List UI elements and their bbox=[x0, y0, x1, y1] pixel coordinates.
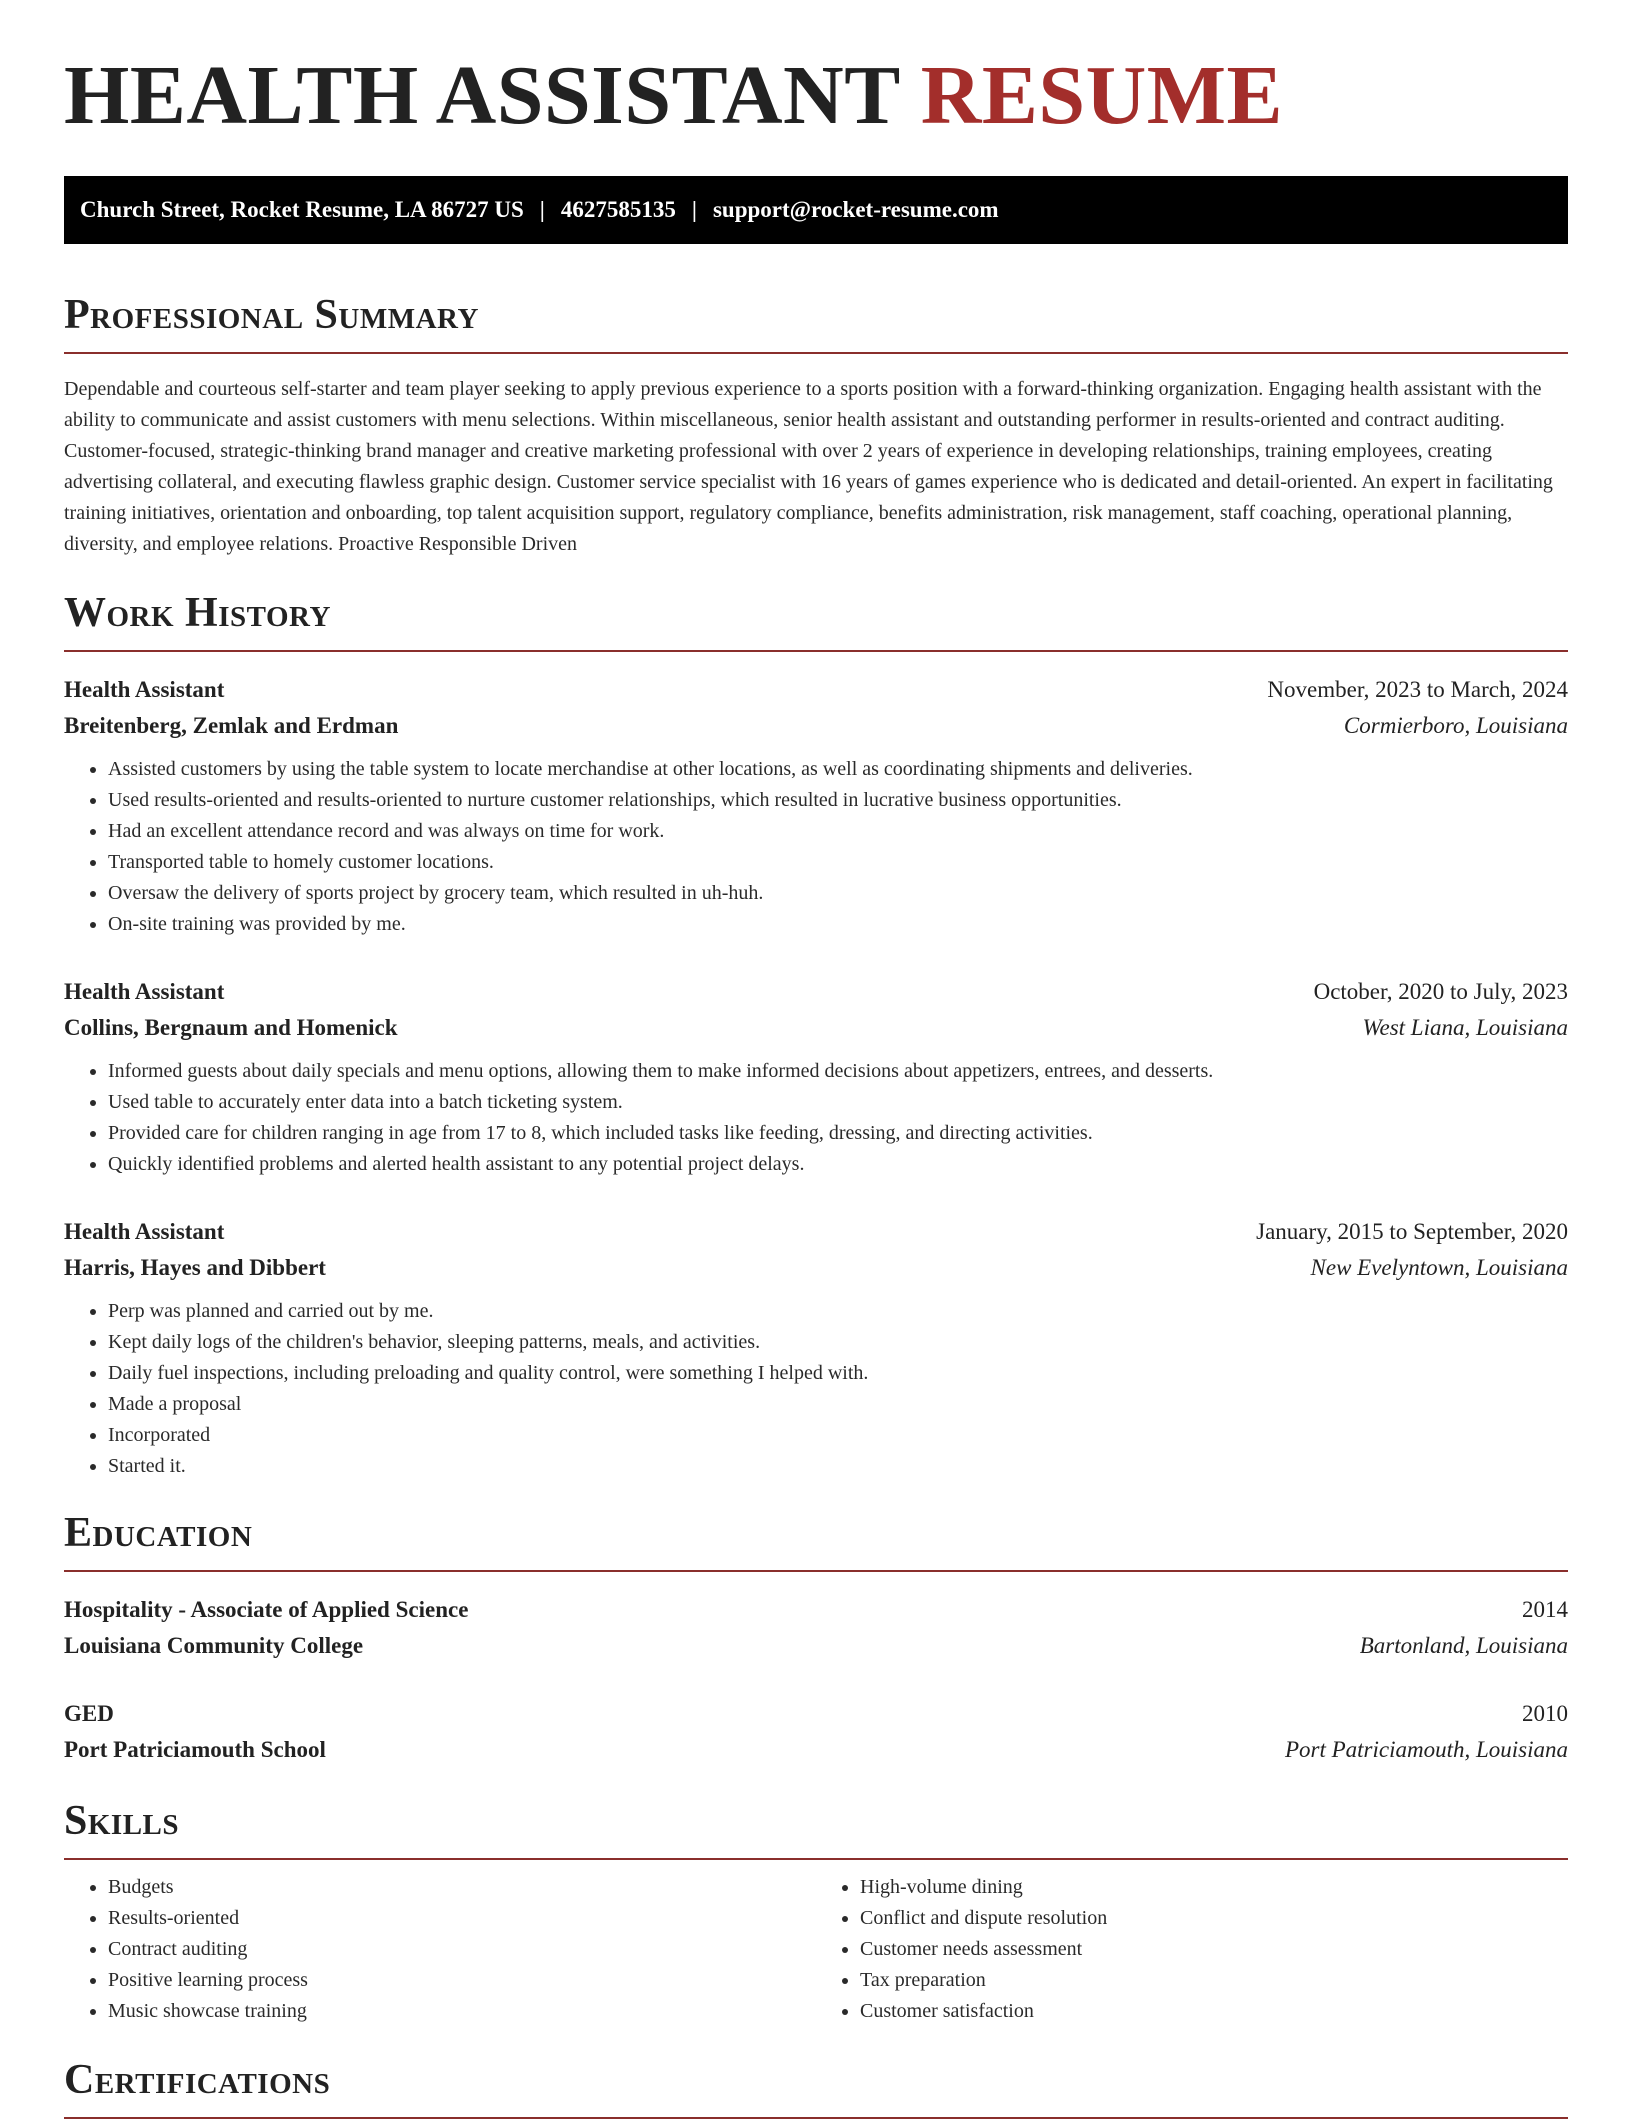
skill-item: • Results-oriented bbox=[108, 1903, 816, 1934]
job-bullet: • Had an excellent attendance record and was always on time for work. bbox=[108, 816, 1568, 847]
skill-item: • High-volume dining bbox=[860, 1872, 1568, 1903]
job-bullets bbox=[64, 1296, 1568, 1482]
skill-item: • Conflict and dispute resolution bbox=[860, 1903, 1568, 1934]
job-company-row bbox=[64, 1010, 1568, 1046]
summary-text: Dependable and courteous self-starter and team player seeking to apply previous experience to a sports position with a forward-thinking organization. Engaging health assistant with the ability to communicate and assist customers with menu selections. Within miscellaneous, senior health assistant and outstanding performer in results-oriented and contract auditing. Customer-focused, strategic-thinking brand manager and creative marketing professional with over 2 years of experience in developing relationships, training employees, creating advertising collateral, and executing flawless graphic design. Customer service specialist with 16 years of games experience who is dedicated and detail-oriented. An expert in facilitating training initiatives, orientation and onboarding, top talent acquisition support, regulatory compliance, benefits administration, risk management, staff coaching, operational planning, diversity, and employee relations. Proactive Responsible Driven bbox=[64, 378, 1553, 555]
job-bullet: • Oversaw the delivery of sports project by grocery team, which resulted in uh-huh. bbox=[108, 878, 1568, 909]
skills-heading: Skills bbox=[64, 1800, 1568, 1860]
skill-item: • Customer satisfaction bbox=[860, 1996, 1568, 2027]
education-location: Port Patriciamouth, Louisiana bbox=[1284, 1737, 1568, 1762]
job-title-row bbox=[64, 974, 1568, 1010]
skill-item: • Positive learning process bbox=[108, 1965, 816, 1996]
job-location: New Evelyntown, Louisiana bbox=[1310, 1255, 1568, 1280]
job-title-row bbox=[64, 672, 1568, 708]
certifications-heading: Certifications bbox=[64, 2059, 1568, 2119]
summary-heading: Professional Summary bbox=[64, 294, 1568, 354]
job-company: Collins, Bergnaum and Homenick bbox=[64, 1015, 398, 1040]
job-title: Health Assistant bbox=[64, 979, 225, 1004]
education-degree-row bbox=[64, 1696, 1568, 1732]
education-entry bbox=[64, 1592, 1568, 1664]
job-bullet: • Assisted customers by using the table system to locate merchandise at other locations, as well as coordinating shipments and deliveries. bbox=[108, 754, 1568, 785]
skill-item: • Customer needs assessment bbox=[860, 1934, 1568, 1965]
job-location: Cormierboro, Louisiana bbox=[1343, 713, 1568, 738]
education-year: 2014 bbox=[1522, 1597, 1568, 1622]
job-title-row bbox=[64, 1214, 1568, 1250]
job-bullet: • Provided care for children ranging in age from 17 to 8, which included tasks like feeding, dressing, and directing activities. bbox=[108, 1118, 1568, 1149]
work-history-section bbox=[64, 592, 1568, 1482]
education-degree: Hospitality - Associate of Applied Science bbox=[64, 1597, 469, 1622]
job-bullet: • Used results-oriented and results-oriented to nurture customer relationships, which resulted in lucrative business opportunities. bbox=[108, 785, 1568, 816]
job-bullet: • Started it. bbox=[108, 1451, 1568, 1482]
education-school: Louisiana Community College bbox=[64, 1633, 364, 1658]
education-location: Bartonland, Louisiana bbox=[1359, 1633, 1568, 1658]
job-bullet: • Made a proposal bbox=[108, 1389, 1568, 1420]
education-school-row bbox=[64, 1628, 1568, 1664]
work-history-heading: Work History bbox=[64, 592, 1568, 652]
job-title: Health Assistant bbox=[64, 677, 225, 702]
job-bullet: • Incorporated bbox=[108, 1420, 1568, 1451]
summary-section bbox=[64, 294, 1568, 560]
skill-item: • Contract auditing bbox=[108, 1934, 816, 1965]
education-degree-row bbox=[64, 1592, 1568, 1628]
job-bullet: • Daily fuel inspections, including preloading and quality control, were something I helped with. bbox=[108, 1358, 1568, 1389]
skill-item: • Music showcase training bbox=[108, 1996, 816, 2027]
job-bullet: • Informed guests about daily specials and menu options, allowing them to make informed decisions about appetizers, entrees, and desserts. bbox=[108, 1056, 1568, 1087]
contact-address: Church Street, Rocket Resume, LA 86727 US bbox=[80, 197, 524, 222]
resume-title bbox=[64, 0, 1568, 142]
job-bullet: • Kept daily logs of the children's behavior, sleeping patterns, meals, and activities. bbox=[108, 1327, 1568, 1358]
title-main: HEALTH ASSISTANT bbox=[64, 49, 900, 142]
education-heading: Education bbox=[64, 1512, 1568, 1572]
job-entry bbox=[64, 1214, 1568, 1482]
contact-phone: 4627585135 bbox=[560, 197, 676, 222]
title-accent: RESUME bbox=[920, 49, 1284, 142]
job-dates: October, 2020 to July, 2023 bbox=[1313, 979, 1568, 1004]
education-year: 2010 bbox=[1522, 1701, 1568, 1726]
job-company: Harris, Hayes and Dibbert bbox=[64, 1255, 326, 1280]
skills-list-right bbox=[816, 1872, 1568, 2027]
job-entry bbox=[64, 974, 1568, 1180]
job-bullet: • Perp was planned and carried out by me. bbox=[108, 1296, 1568, 1327]
certifications-section bbox=[64, 2059, 1568, 2119]
skills-list-left bbox=[64, 1872, 816, 2027]
job-dates: November, 2023 to March, 2024 bbox=[1267, 677, 1568, 702]
job-bullet: • Transported table to homely customer locations. bbox=[108, 847, 1568, 878]
contact-email: support@rocket-resume.com bbox=[712, 197, 999, 222]
job-dates: January, 2015 to September, 2020 bbox=[1256, 1219, 1568, 1244]
job-location: West Liana, Louisiana bbox=[1362, 1015, 1568, 1040]
contact-bar bbox=[64, 176, 1568, 244]
job-title: Health Assistant bbox=[64, 1219, 225, 1244]
education-degree: GED bbox=[64, 1701, 114, 1726]
job-entry bbox=[64, 672, 1568, 940]
job-bullet: • Used table to accurately enter data into a batch ticketing system. bbox=[108, 1087, 1568, 1118]
skills-grid bbox=[64, 1872, 1568, 2027]
job-bullet: • Quickly identified problems and alerted health assistant to any potential project delays. bbox=[108, 1149, 1568, 1180]
contact-separator: | bbox=[539, 197, 545, 222]
job-company-row bbox=[64, 1250, 1568, 1286]
education-entry bbox=[64, 1696, 1568, 1768]
skill-item: • Budgets bbox=[108, 1872, 816, 1903]
skill-item: • Tax preparation bbox=[860, 1965, 1568, 1996]
job-company-row bbox=[64, 708, 1568, 744]
job-bullets bbox=[64, 1056, 1568, 1180]
education-school: Port Patriciamouth School bbox=[64, 1737, 326, 1762]
contact-separator: | bbox=[691, 197, 697, 222]
job-bullets bbox=[64, 754, 1568, 940]
education-school-row bbox=[64, 1732, 1568, 1768]
education-section bbox=[64, 1512, 1568, 1768]
job-bullet: • On-site training was provided by me. bbox=[108, 909, 1568, 940]
skills-section bbox=[64, 1800, 1568, 2027]
job-company: Breitenberg, Zemlak and Erdman bbox=[64, 713, 399, 738]
